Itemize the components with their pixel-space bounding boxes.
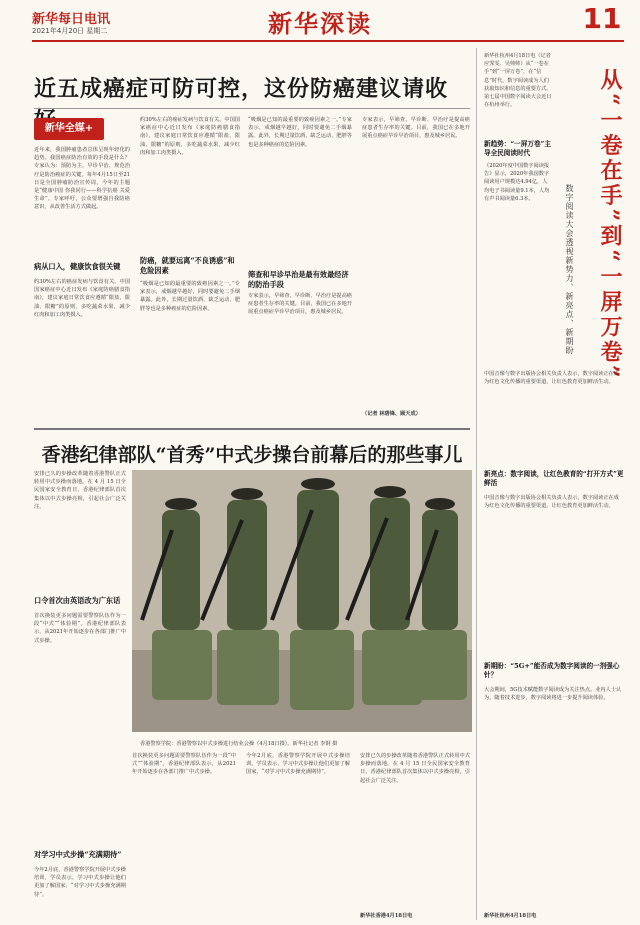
- article2-subhead1: 口令首次由英语改为广东话: [34, 596, 121, 605]
- sidebar-subtitle: 数字阅读大会透视新势力、新亮点、新期盼: [565, 184, 574, 355]
- section-divider: [34, 428, 470, 430]
- article1-subhead3: 筛查和早诊早治是最有效最经济的防治手段: [248, 270, 349, 289]
- article2-headline: 香港纪律部队“首秀”中式步操台前幕后的那些事儿: [41, 444, 463, 466]
- article1-credit: （记者 林碧锋、顾天成）: [362, 411, 421, 417]
- article1-col2-cont: “吸烟是已知的最重要的致癌因素之一。”专家表示，戒烟越早越好，同时要避免二手烟暴露。此外，长期过量饮酒、缺乏运动、肥胖等也是多种癌症的危险因素。: [140, 281, 240, 312]
- article1-subhead1: 病从口入，健康饮食很关键: [34, 262, 121, 271]
- sidebar-text3: 中国音像与数字出版协会相关负责人表示，数字阅读正在成为红色文化传播的重要渠道，让红色教育更加鲜活生动。: [484, 495, 619, 510]
- article1-col3: “吸烟是已知的最重要的致癌因素之一。”专家表示，戒烟越早越好，同时要避免二手烟暴露。此外，长期过量饮酒、缺乏运动、肥胖等也是多种癌症的危险因素。: [248, 117, 352, 148]
- sidebar-subhead1: 新趋势：“一屏万卷”主导全民阅读时代: [484, 140, 551, 157]
- sidebar-divider: [476, 48, 477, 920]
- article1-col1-cont: 约30%左右的癌症发病与饮食有关。中国国家癌症中心近日发布《家庭防癌膳食指南》，建议家庭日常饮食应遵循“限盐、限油、限糖”的原则，多吃蔬菜水果，减少红肉和加工肉类摄入。: [34, 279, 130, 318]
- sidebar-text2b: 中国音像与数字出版协会相关负责人表示，数字阅读正在成为红色文化传播的重要渠道，让红色教育更加鲜活生动。: [484, 371, 619, 386]
- article2-col3: 今年2月底，香港警察学院开展中式步操培训，学员表示，学习中式步操让他们更加了解国家，“对学习中式步操充满期待”。: [246, 753, 350, 776]
- article2-credit: 新华社香港4月18日电: [360, 913, 413, 919]
- article1-headline: 近五成癌症可防可控，这份防癌建议请收: [34, 76, 449, 102]
- article2-col2: 首次换装更多问题需要警察队伍作为一段“中式”“体验期”。香港纪律部队表示，从2021年开始逐步在各部门推广中式步操。: [132, 753, 236, 776]
- sidebar-subhead3: 新期盼：“5G+”能否成为数字阅读的一剂强心针？: [484, 662, 620, 679]
- masthead-divider: [32, 40, 624, 42]
- headline-divider: [34, 108, 470, 109]
- parade-photo: [132, 470, 472, 732]
- sidebar-subhead2: 新亮点：数字阅读，让红色教育的“打开方式”更鲜活: [484, 470, 624, 487]
- article2-subhead2: 对学习中式步操“充满期待”: [34, 850, 122, 859]
- sidebar-credit: 新华社杭州4月18日电: [484, 913, 537, 919]
- article2-col4: 安排已久的步操改革随着香港警队正式转用中式步操而落地。在 4 月 15 日全民国家安全教育日，香港纪律部队首次集体以中式步操亮相，引起社会广泛关注。: [360, 753, 470, 784]
- article1-col1: 近年来，我国肿瘤患者总体呈现年轻化的趋势。我国癌症防治有效的手段是什么？专家认为：预防为主，早诊早治、规范治疗是防治癌症的关键。每年4月15日至21日是全国肿瘤防治宣传周，今年的主题是“健康中国 你我同行——科学抗癌 关爱生命”。专家呼吁，公众要增强自我防癌意识，从改善生活方式做起。: [34, 147, 130, 211]
- masthead: [0, 0, 640, 40]
- page-number: 11: [582, 2, 622, 35]
- sidebar-title: 从“一卷在手”到“一屏万卷”: [597, 68, 623, 381]
- marching-officers-image: [132, 470, 472, 732]
- sidebar-text4: 大会期间，5G技术赋能数字阅读成为关注热点。业内人士认为，随着技术进步，数字阅读将进一步提升阅读体验。: [484, 687, 622, 702]
- paper-name: 新华每日电讯: [32, 12, 111, 27]
- photo-caption: 香港警察学院：香港警察以中式步操进行结业会操（4月18日摄）。新华社记者 李钢 摄: [140, 741, 338, 747]
- section-title: 新华深读: [268, 9, 372, 38]
- issue-date: 2021年4月20日 星期二: [32, 27, 108, 35]
- article1-subhead2: 防癌，就要远离“不良诱惑”和危险因素: [140, 256, 235, 275]
- article2-col1-cont: 首次换装更多问题需要警察队伍作为一段“中式”“体验期”。香港纪律部队表示，从2021年开始逐步在各部门推广中式步操。: [34, 613, 126, 644]
- article1-col2: 约30%左右的癌症发病与饮食有关。中国国家癌症中心近日发布《家庭防癌膳食指南》，建议家庭日常饮食应遵循“限盐、限油、限糖”的原则，多吃蔬菜水果，减少红肉和加工肉类摄入。: [140, 117, 240, 156]
- article2-col1-end: 今年2月底，香港警察学院开展中式步操培训，学员表示，学习中式步操让他们更加了解国家，“对学习中式步操充满期待”。: [34, 867, 126, 898]
- sidebar-text1: 新华社杭州4月18日电（记者 应霁雯、吴帅帅）从“一卷在手”到“一屏万卷”，在“信息”时代，数字阅读成为人们获取知识和信息的重要方式。第七届中国数字阅读大会近日在杭州举行。: [484, 53, 552, 109]
- media-badge: 新华全媒+: [34, 118, 104, 140]
- article2-col1: 安排已久的步操改革随着香港警队正式转用中式步操而落地。在 4 月 15 日全民国家安全教育日，香港纪律部队首次集体以中式步操亮相，引起社会广泛关注。: [34, 471, 126, 510]
- sidebar-text2: 《2020年度中国数字阅读报告》显示，2020年我国数字阅读用户规模达4.94亿，人均电子书阅读量9.1本，人均有声书阅读量6.3本。: [484, 163, 550, 202]
- article1-col3-cont: 专家表示，早筛查、早诊断、早治疗是提高癌症患者生存率的关键。目前，我国已在多地开展重点癌症早诊早治项目，惠及城乡居民。: [248, 293, 352, 316]
- article1-col4: 专家表示，早筛查、早诊断、早治疗是提高癌症患者生存率的关键。目前，我国已在多地开展重点癌症早诊早治项目，惠及城乡居民。: [362, 117, 470, 140]
